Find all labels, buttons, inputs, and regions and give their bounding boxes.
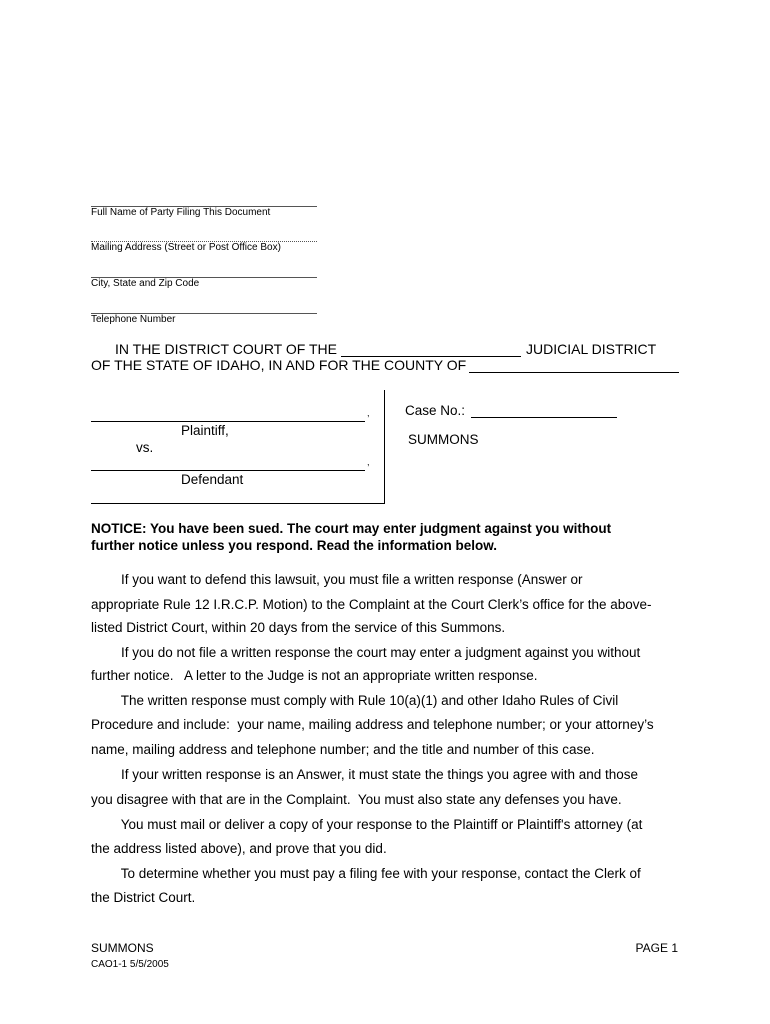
body-line: name, mailing address and telephone number; and the title and number of this case. (91, 742, 595, 757)
body-line: Procedure and include: your name, mailing address and telephone number; or your attorney’s (91, 717, 654, 732)
court-heading-line1: IN THE DISTRICT COURT OF THE (115, 341, 337, 357)
notice-line-2: further notice unless you respond. Read the information below. (91, 538, 498, 553)
footer-page-number: PAGE 1 (635, 941, 678, 955)
body-line: the District Court. (91, 890, 196, 905)
body-line: To determine whether you must pay a filing fee with your response, contact the Clerk of (91, 866, 641, 881)
body-line: listed District Court, within 20 days from the service of this Summons. (91, 620, 506, 635)
body-line: You must mail or deliver a copy of your response to the Plaintiff or Plaintiff's attorney (at (91, 817, 643, 832)
defendant-label: Defendant (181, 472, 244, 487)
defendant-name-line[interactable] (91, 470, 365, 471)
county-blank[interactable] (469, 372, 679, 373)
body-line: the address listed above), and prove that you did. (91, 841, 387, 856)
body-line: If you do not file a written response the court may enter a judgment against you without (91, 645, 641, 660)
telephone-label: Telephone Number (91, 314, 176, 325)
body-line: The written response must comply with Rule 10(a)(1) and other Idaho Rules of Civil (91, 693, 619, 708)
defendant-comma: , (367, 457, 370, 467)
vs-label: vs. (136, 440, 154, 455)
caption-divider (384, 390, 385, 503)
case-no-label: Case No.: (405, 403, 466, 418)
plaintiff-name-line[interactable] (91, 421, 365, 422)
plaintiff-label: Plaintiff, (181, 423, 229, 438)
city-state-zip-label: City, State and Zip Code (91, 278, 200, 289)
court-heading-judicial-district: JUDICIAL DISTRICT (526, 341, 657, 357)
full-name-label: Full Name of Party Filing This Document (91, 207, 271, 218)
document-title: SUMMONS (408, 432, 479, 447)
body-line: If your written response is an Answer, it must state the things you agree with and those (91, 767, 639, 782)
case-no-blank[interactable] (471, 417, 617, 418)
body-line: If you want to defend this lawsuit, you must file a written response (Answer or (91, 572, 583, 587)
footer-title: SUMMONS (91, 941, 154, 955)
mailing-address-label: Mailing Address (Street or Post Office Box) (91, 242, 281, 253)
footer-form-id: CAO1-1 5/5/2005 (91, 959, 169, 970)
caption-bottom-rule (91, 503, 385, 504)
notice-line-1: NOTICE: You have been sued. The court may enter judgment against you without (91, 521, 612, 536)
plaintiff-comma: , (367, 408, 370, 418)
body-line: appropriate Rule 12 I.R.C.P. Motion) to the Complaint at the Court Clerk’s office for the above- (91, 597, 652, 612)
body-line: you disagree with that are in the Complaint. You must also state any defenses you have. (91, 792, 622, 807)
body-line: further notice. A letter to the Judge is not an appropriate written response. (91, 668, 538, 683)
court-heading-line2: OF THE STATE OF IDAHO, IN AND FOR THE COUNTY OF (91, 357, 467, 373)
